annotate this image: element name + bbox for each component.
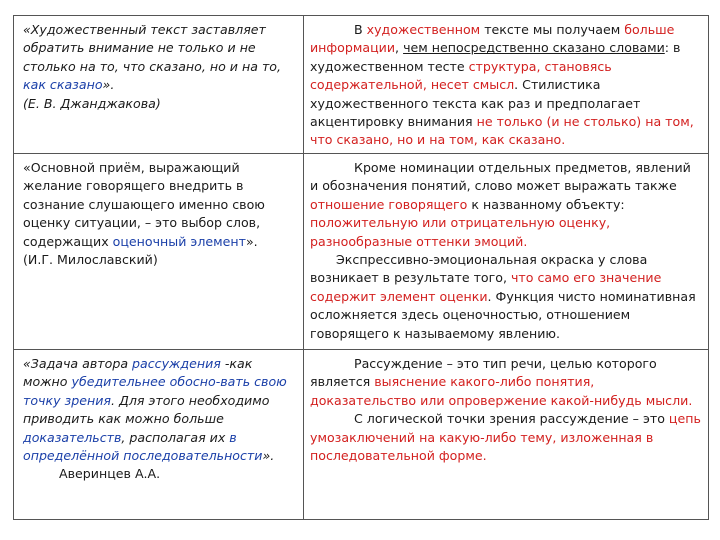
- explanation-cell-2: [304, 154, 708, 343]
- quote-cell-2: [14, 154, 303, 269]
- explanation-text-1: В художественном тексте мы получаем больше информации, чем непосредственно сказано словами: в художественном тесте структура, становясь содержательной, несет смысл. Стилистика художественного текста как раз и предполагает акцентировку внимания не только (и не столько) на том, что сказано, но и на том, как сказано.: [310, 22, 694, 148]
- explanation-cell-3: [304, 350, 708, 465]
- quote-cell-3: [14, 350, 303, 484]
- quote-author-1: (Е. В. Джанджакова): [23, 95, 161, 111]
- quote-text-3: «Задача автора рассуждения -как можно убедительнее обосно-вать свою точку зрения. Для этого необходимо приводить как можно больше доказательств, располагая их в определённой последовательности».: [23, 356, 287, 464]
- explanation-text-2a: Кроме номинации отдельных предметов, явлений и обозначения понятий, слово может выражать также отношение говорящего к названному объекту: положительную или отрицательную оценку, разнообразные оттенки эмоций.: [310, 160, 691, 249]
- explanation-text-2b: Экспрессивно-эмоциональная окраска у слова возникает в результате того, что само его значение содержит элемент оценки. Функция чисто номинативная осложняется здесь оценочностью, отношением говорящего к называемому явлению.: [310, 252, 696, 341]
- quote-author-2: (И.Г. Милославский): [23, 252, 158, 268]
- comparison-table: [13, 15, 709, 520]
- quote-text-1: «Художественный текст заставляет обратить внимание не только и не столько на то, что сказано, но и на то, как сказано».: [23, 22, 281, 93]
- table-row-3: [14, 349, 708, 521]
- quote-cell-1: [14, 16, 303, 113]
- explanation-cell-1: [304, 16, 708, 150]
- table-row-1: [14, 16, 708, 153]
- explanation-text-3b: С логической точки зрения рассуждение – это цепь умозаключений на какую-либо тему, изложенная в последовательной форме.: [310, 411, 701, 464]
- table-row-2: [14, 153, 708, 349]
- quote-author-3: Аверинцев А.А.: [59, 466, 161, 482]
- explanation-text-3a: Рассуждение – это тип речи, целью которого является выяснение какого-либо понятия, доказательство или опровержение какой-нибудь мысли.: [310, 356, 693, 408]
- quote-text-2: «Основной приём, выражающий желание говорящего внедрить в сознание слушающего именно свою оценку ситуации, – это выбор слов, содержащих оценочный элемент».: [23, 160, 265, 249]
